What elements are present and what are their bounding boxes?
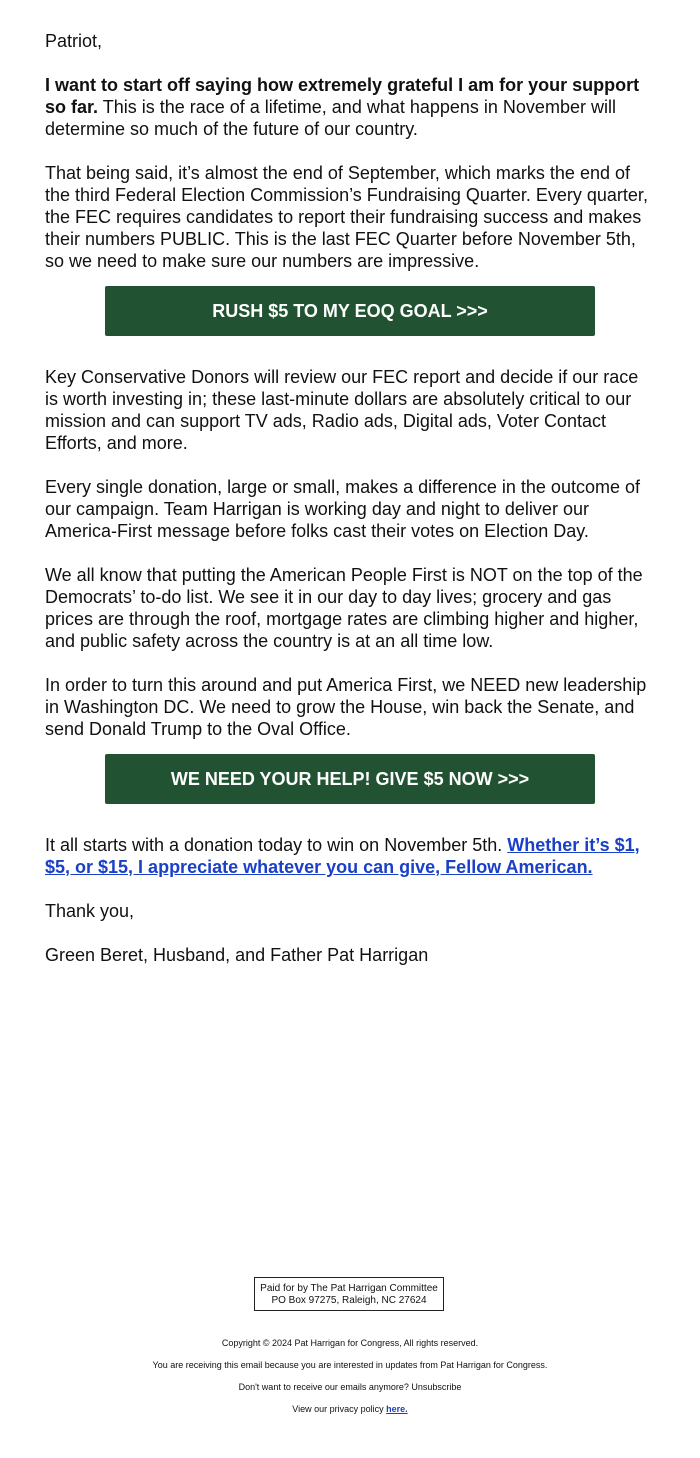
footer-privacy [0, 1404, 700, 1414]
fec-quarter-paragraph: That being said, it’s almost the end of September, which marks the end of the third Federal Election Commission’s Fundraising Quarter. Every quarter, the FEC requires candidates to report their fundraising success and makes their numbers PUBLIC. This is the last FEC Quarter before November 5th, so we need to make sure our numbers are impressive. [45, 163, 648, 271]
signature: Green Beret, Husband, and Father Pat Harrigan [45, 945, 429, 965]
give-5-now-button[interactable]: WE NEED YOUR HELP! GIVE $5 NOW >>> [105, 754, 595, 804]
greeting: Patriot, [45, 31, 103, 51]
closing-paragraph [45, 834, 653, 878]
footer-receiving-notice: You are receiving this email because you are interested in updates from Pat Harrigan for Congress. [152, 1360, 548, 1370]
intro-rest: This is the race of a lifetime, and what happens in November will determine so much of the future of our country. [45, 97, 616, 139]
disclaimer-line-1: Paid for by The Pat Harrigan Committee [260, 1283, 438, 1294]
thanks: Thank you, [45, 901, 135, 921]
donors-paragraph: Key Conservative Donors will review our FEC report and decide if our race is worth investing in; these last-minute dollars are absolutely critical to our mission and can support TV ads, Radio ads, Digital ads, Voter Contact Efforts, and more. [45, 367, 639, 453]
intro-paragraph [45, 74, 653, 140]
disclaimer-line-2: PO Box 97275, Raleigh, NC 27624 [271, 1295, 427, 1306]
donation-paragraph: Every single donation, large or small, makes a difference in the outcome of our campaign. Team Harrigan is working day and night to deliver our America-First message before folks cast their votes on Election Day. [45, 477, 640, 541]
paid-for-disclaimer [254, 1277, 444, 1311]
closing-text: It all starts with a donation today to win on November 5th. [45, 835, 508, 855]
intro-bold: I want to start off saying how extremely grateful I am for your support so far. [45, 75, 640, 117]
privacy-policy-link[interactable]: here. [386, 1404, 408, 1414]
democrats-paragraph: We all know that putting the American People First is NOT on the top of the Democrats’ to-do list. We see it in our day to day lives; grocery and gas prices are through the roof, mortgage rates are climbing higher and higher, and public safety across the country is at an all time low. [45, 565, 643, 651]
donate-amount-link[interactable]: Whether it’s $1, $5, or $15, I appreciate whatever you can give, Fellow American. [45, 835, 640, 877]
email-body [45, 30, 653, 988]
rush-5-eoq-button[interactable]: RUSH $5 TO MY EOQ GOAL >>> [105, 286, 595, 336]
leadership-paragraph: In order to turn this around and put America First, we NEED new leadership in Washington DC. We need to grow the House, win back the Senate, and send Donald Trump to the Oval Office. [45, 675, 647, 739]
privacy-text: View our privacy policy [292, 1404, 387, 1414]
footer-unsubscribe[interactable]: Don't want to receive our emails anymore? Unsubscribe [238, 1382, 462, 1392]
footer-copyright: Copyright © 2024 Pat Harrigan for Congress, All rights reserved. [221, 1338, 479, 1348]
